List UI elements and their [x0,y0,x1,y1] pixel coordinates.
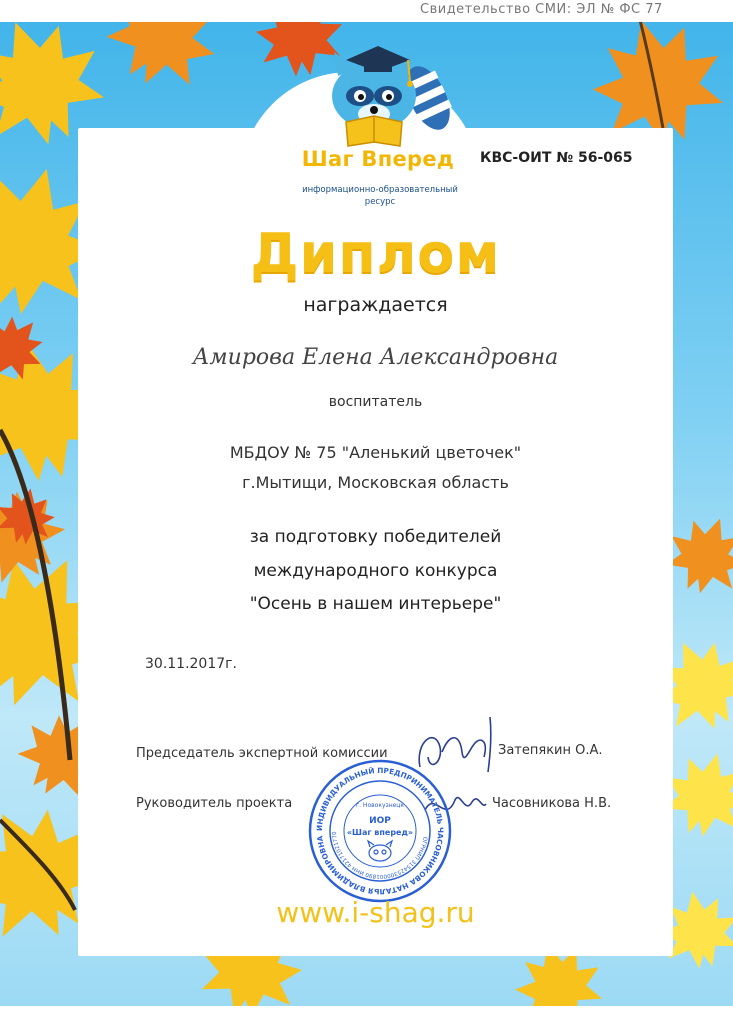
recipient-name: Амирова Елена Александровна [192,345,559,370]
organization-name: МБДОУ № 75 "Аленький цветочек" [229,443,522,462]
stamp-center-line2: «Шаг вперед» [346,828,414,837]
bottom-strip [0,1006,733,1024]
diploma-title: Диплом [250,222,501,285]
raccoon-mascot-icon [316,38,466,150]
recipient-position: воспитатель [328,394,423,410]
registration-number: КВС-ОИТ № 56-065 [480,150,633,166]
logo-subtitle-line1: информационно-образовательный [302,185,458,195]
chair-role: Председатель экспертной комиссии [136,746,388,761]
stamp-ids-text: ОГРНИП 315425300001890 ИНН 42171021770 [331,831,428,880]
issue-date: 30.11.2017г. [145,656,237,672]
logo-title: Шаг Вперед [301,147,455,171]
lead-name: Часовникова Н.В. [492,796,612,811]
awarded-label: награждается [303,294,448,316]
stamp-ring-text: ИНДИВИДУАЛЬНЫЙ ПРЕДПРИНИМАТЕЛЬ ЧАСОВНИКОВА НАТАЛЬЯ ВЛАДИМИРОВНА [314,765,446,897]
logo-subtitle [280,184,480,208]
stamp-city: г. Новокузнецк [355,802,405,809]
stamp-raccoon-icon [368,841,392,861]
award-reason-line3: "Осень в нашем интерьере" [249,594,502,614]
award-reason-line1: за подготовку победителей [249,527,502,547]
website-url: www.i-shag.ru [276,896,475,929]
award-reason-line2: международного конкурса [253,561,498,581]
lead-role: Руководитель проекта [136,796,293,811]
stamp-center-line1: ИОР [369,816,391,826]
organization-city: г.Мытищи, Московская область [242,473,509,492]
media-registration-text: Свидетельство СМИ: ЭЛ № ФС 77 [420,2,663,17]
official-stamp-icon [306,757,454,905]
logo-subtitle-line2: ресурс [364,197,396,207]
chair-name: Затепякин О.А. [498,743,603,758]
